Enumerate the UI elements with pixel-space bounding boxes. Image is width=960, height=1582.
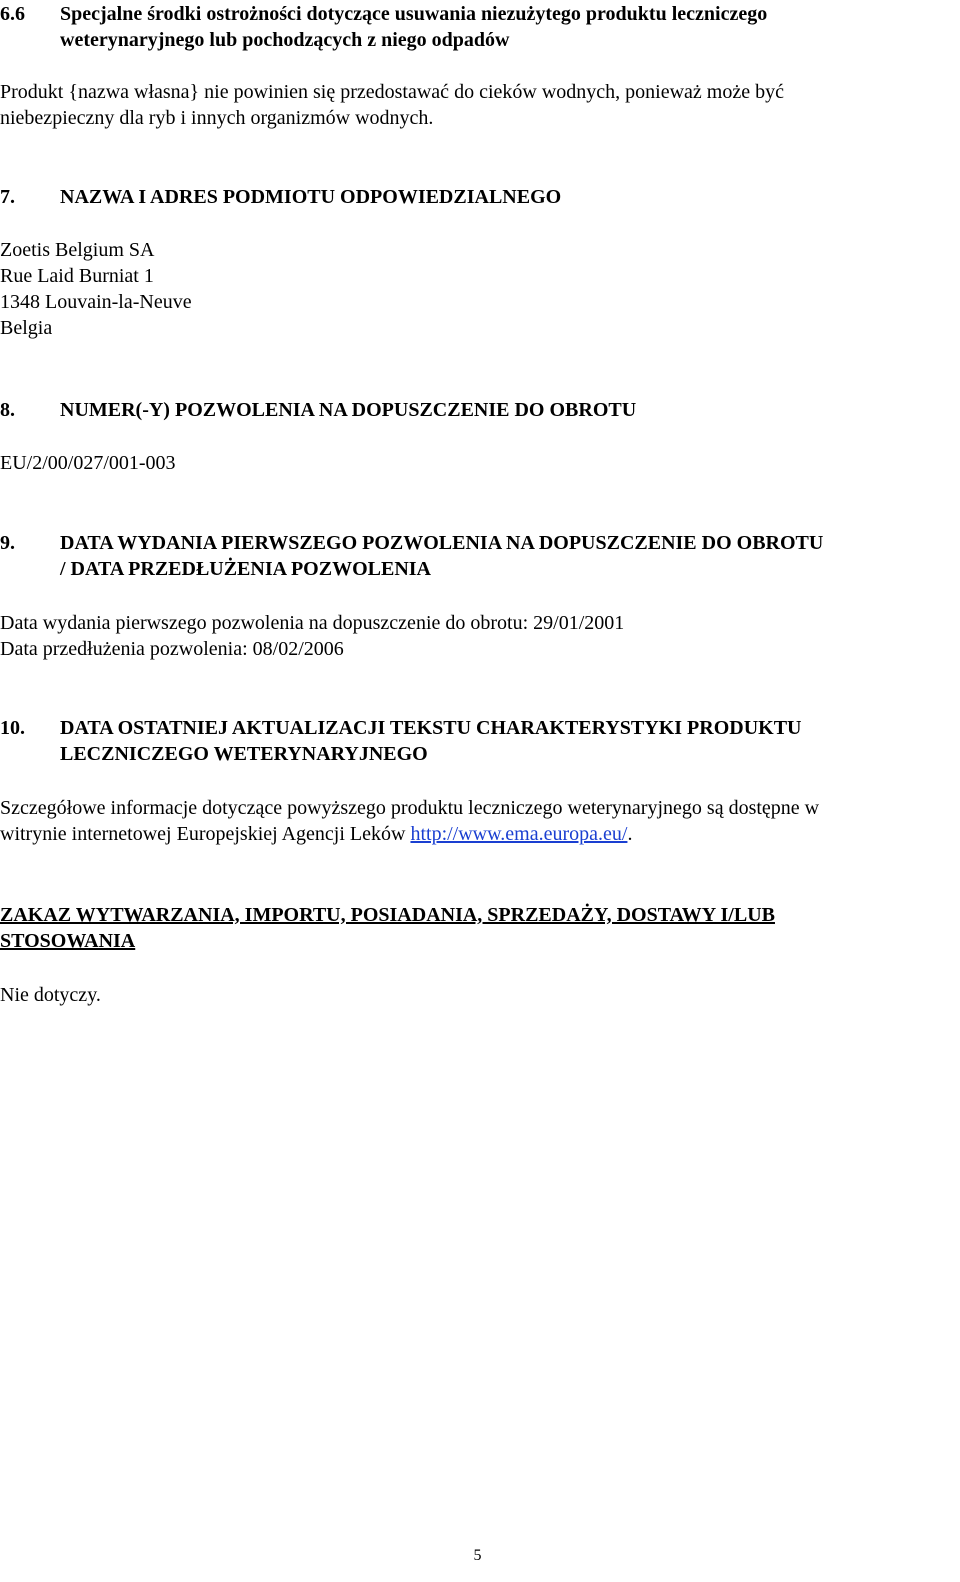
- section-6-6-number: 6.6: [0, 3, 25, 25]
- authorization-number: EU/2/00/027/001-003: [0, 452, 176, 474]
- section-10-body-suffix: .: [627, 823, 633, 845]
- section-10-body-line: [0, 821, 955, 847]
- section-9-title-line: / DATA PRZEDŁUŻENIA POZWOLENIA: [60, 558, 431, 580]
- section-9-number: 9.: [0, 532, 15, 554]
- section-6-6-heading: [0, 1, 955, 53]
- section-8-number: 8.: [0, 399, 15, 421]
- section-7-number: 7.: [0, 186, 15, 208]
- section-7-heading: [0, 184, 955, 210]
- page-number: 5: [473, 1547, 482, 1564]
- section-8-title: NUMER(-Y) POZWOLENIA NA DOPUSZCZENIE DO OBROTU: [60, 399, 637, 421]
- prohibition-title-line: ZAKAZ WYTWARZANIA, IMPORTU, POSIADANIA, SPRZEDAŻY, DOSTAWY I/LUB: [0, 904, 775, 926]
- section-6-6-title-line: weterynaryjnego lub pochodzących z niego odpadów: [60, 29, 510, 51]
- address-line: Zoetis Belgium SA: [0, 239, 155, 261]
- prohibition-body: Nie dotyczy.: [0, 984, 101, 1006]
- section-8-heading: [0, 397, 955, 423]
- section-9-title-line: DATA WYDANIA PIERWSZEGO POZWOLENIA NA DOPUSZCZENIE DO OBROTU: [60, 532, 824, 554]
- section-10-title-line: DATA OSTATNIEJ AKTUALIZACJI TEKSTU CHARAKTERYSTYKI PRODUKTU: [60, 717, 802, 739]
- section-10-body-line: Szczegółowe informacje dotyczące powyższego produktu leczniczego weterynaryjnego są dostępne w: [0, 797, 820, 819]
- section-7-title: NAZWA I ADRES PODMIOTU ODPOWIEDZIALNEGO: [60, 186, 562, 208]
- section-10-title: [60, 715, 955, 767]
- section-9-title: [60, 530, 955, 582]
- prohibition-title-line: STOSOWANIA: [0, 930, 136, 952]
- section-7-address: [0, 237, 955, 341]
- section-10-number: 10.: [0, 717, 25, 739]
- section-9-heading: [0, 530, 955, 582]
- section-6-6-body: [0, 79, 955, 131]
- section-10-body-prefix: witrynie internetowej Europejskiej Agencji Leków: [0, 823, 411, 845]
- first-authorization-date: Data wydania pierwszego pozwolenia na dopuszczenie do obrotu: 29/01/2001: [0, 612, 625, 634]
- section-10-heading: [0, 715, 955, 767]
- renewal-date: Data przedłużenia pozwolenia: 08/02/2006: [0, 638, 344, 660]
- section-6-6-body-line: Produkt {nazwa własna} nie powinien się przedostawać do cieków wodnych, ponieważ może być: [0, 81, 784, 103]
- prohibition-heading: [0, 902, 955, 954]
- section-9-body: [0, 610, 955, 662]
- section-6-6-title: [60, 1, 955, 53]
- section-10-body: [0, 795, 955, 847]
- address-line: Belgia: [0, 317, 53, 339]
- address-line: Rue Laid Burniat 1: [0, 265, 154, 287]
- section-6-6-title-line: Specjalne środki ostrożności dotyczące usuwania niezużytego produktu leczniczego: [60, 3, 768, 25]
- address-line: 1348 Louvain-la-Neuve: [0, 291, 192, 313]
- ema-website-link[interactable]: http://www.ema.europa.eu/: [410, 823, 628, 845]
- section-6-6-body-line: niebezpieczny dla ryb i innych organizmów wodnych.: [0, 107, 434, 129]
- section-10-title-line: LECZNICZEGO WETERYNARYJNEGO: [60, 743, 428, 765]
